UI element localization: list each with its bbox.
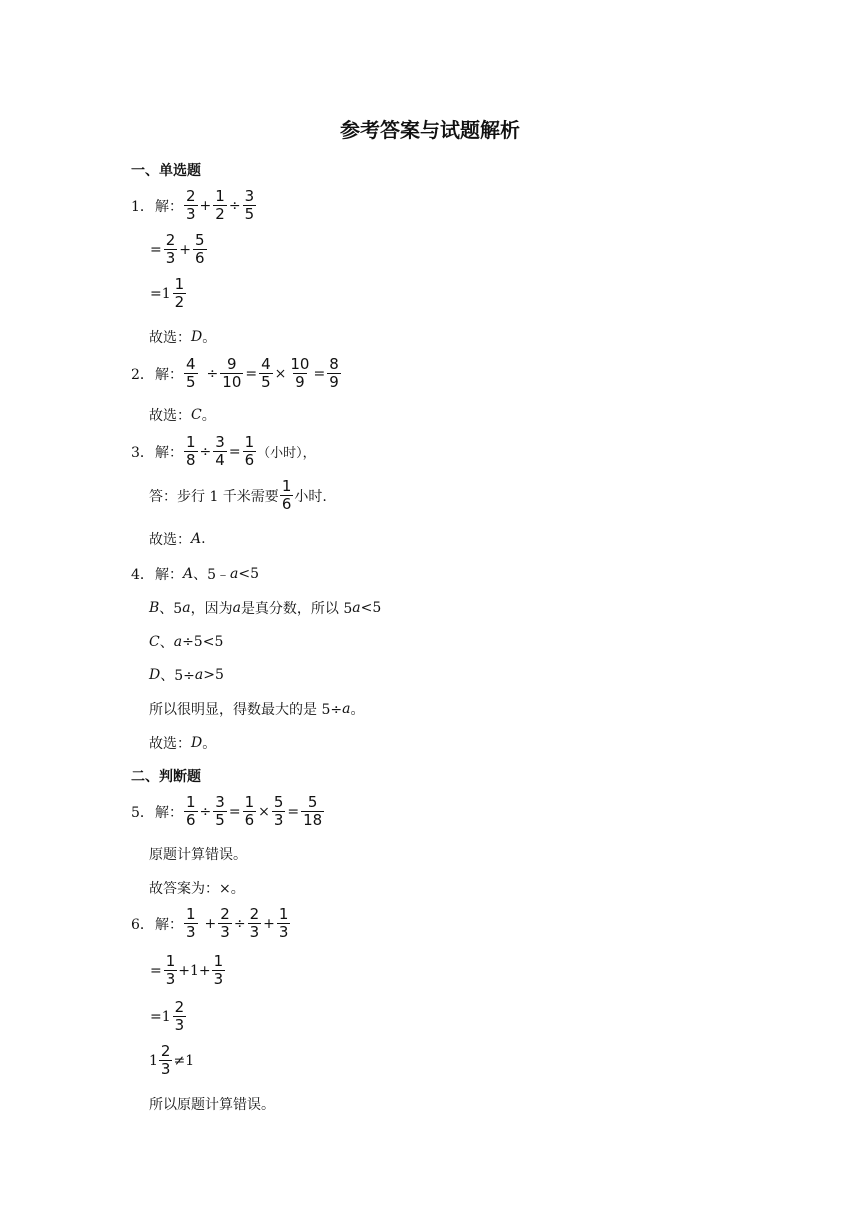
q5-answer: 故答案为：×。 xyxy=(149,881,245,897)
q2-number: 2． xyxy=(131,366,154,383)
q2-line1: 2． 解： $\frac{4}{5}$ ÷ $\frac{9}{10}$ = $\frac{4}{5}$ × $\frac{10}{9}$ = $\frac{8}{9}$ xyxy=(131,355,339,391)
q3-number: 3． xyxy=(131,444,154,461)
q4-answer: 故选： D 。 xyxy=(149,735,217,752)
fraction: $\frac{5}{3}$ xyxy=(273,793,284,829)
fraction: $\frac{2}{3}$ xyxy=(174,998,185,1034)
q4-number: 4． xyxy=(131,567,154,583)
fraction: $\frac{1}{2}$ xyxy=(174,275,185,311)
fraction: $\frac{5}{6}$ xyxy=(195,231,205,267)
q5-line1: 5． 解： $\frac{1}{6}$ ÷ $\frac{3}{5}$ = $\frac{1}{6}$ × $\frac{5}{3}$ = $\frac{5}{18}$ xyxy=(131,793,323,829)
fraction: $\frac{1}{8}$ xyxy=(186,433,196,469)
fraction: $\frac{3}{4}$ xyxy=(215,433,225,469)
fraction: $\frac{2}{3}$ xyxy=(220,905,230,941)
section-single-choice: 一、单选题 xyxy=(131,163,201,179)
q1-line2: = $\frac{2}{3}$ + $\frac{5}{6}$ xyxy=(150,231,205,267)
q5-number: 5． xyxy=(131,804,154,821)
q6-line4: 1 $\frac{2}{3}$ ≠1 xyxy=(149,1042,195,1078)
fraction: $\frac{2}{3}$ xyxy=(165,231,176,267)
q3-line1: 3． 解： $\frac{1}{8}$ ÷ $\frac{3}{4}$ = $\frac{1}{6}$ （小时）， xyxy=(131,433,316,469)
fraction: $\frac{1}{6}$ xyxy=(244,793,255,829)
fraction: $\frac{1}{3}$ xyxy=(186,905,196,941)
fraction: $\frac{4}{5}$ xyxy=(186,355,196,391)
q6-line2: = $\frac{1}{3}$ +1+ $\frac{1}{3}$ xyxy=(150,952,224,988)
fraction: $\frac{1}{6}$ xyxy=(186,793,196,829)
fraction: $\frac{1}{3}$ xyxy=(278,905,289,941)
q3-answer: 故选： A . xyxy=(149,531,206,548)
fraction: $\frac{1}{3}$ xyxy=(213,952,224,988)
fraction: $\frac{2}{3}$ xyxy=(186,187,196,223)
q1-lead: 解： xyxy=(155,198,183,215)
q1-number: 1． xyxy=(131,198,154,215)
fraction: $\frac{3}{5}$ xyxy=(244,187,255,223)
operator: + xyxy=(199,197,212,214)
fraction: $\frac{1}{2}$ xyxy=(215,187,225,223)
q1-line3: =1 $\frac{1}{2}$ xyxy=(150,275,185,311)
fraction: $\frac{1}{3}$ xyxy=(165,952,176,988)
q4-line-a: 4． 解： A 、5﹣ a <5 xyxy=(131,566,260,583)
fraction: $\frac{5}{18}$ xyxy=(303,793,323,829)
q6-line1: 6． 解： $\frac{1}{3}$ + $\frac{2}{3}$ ÷ $\frac{2}{3}$ + $\frac{1}{3}$ xyxy=(131,905,289,941)
fraction: $\frac{8}{9}$ xyxy=(329,355,339,391)
fraction: $\frac{1}{6}$ xyxy=(244,433,255,469)
fraction: $\frac{3}{5}$ xyxy=(215,793,225,829)
operator: ÷ xyxy=(228,197,241,214)
section-true-false: 二、判断题 xyxy=(131,769,201,785)
q4-line-b: B 、5 a ，因为 a 是真分数，所以 5 a <5 xyxy=(149,600,382,617)
q6-number: 6． xyxy=(131,916,154,933)
q4-line-d: D 、5÷ a >5 xyxy=(149,667,224,684)
q6-note: 所以原题计算错误。 xyxy=(149,1097,275,1113)
q5-note: 原题计算错误。 xyxy=(149,847,247,863)
q3-reply: 答：步行 1 千米需要 $\frac{1}{6}$ 小时. xyxy=(149,477,327,513)
q4-conclusion: 所以很明显，得数最大的是 5÷ a 。 xyxy=(149,701,365,718)
q2-answer: 故选： C 。 xyxy=(149,407,216,424)
q4-line-c: C 、 a ÷5<5 xyxy=(149,634,224,651)
fraction: $\frac{4}{5}$ xyxy=(261,355,271,391)
fraction: $\frac{10}{9}$ xyxy=(290,355,310,391)
q6-line3: =1 $\frac{2}{3}$ xyxy=(150,998,185,1034)
fraction: $\frac{2}{3}$ xyxy=(249,905,260,941)
q1-answer: 故选： D 。 xyxy=(149,329,217,346)
fraction: $\frac{1}{6}$ xyxy=(281,477,292,513)
page-title: 参考答案与试题解析 xyxy=(340,118,520,142)
fraction: $\frac{2}{3}$ xyxy=(160,1042,171,1078)
q1-line1 xyxy=(131,188,257,223)
fraction: $\frac{9}{10}$ xyxy=(222,355,242,391)
